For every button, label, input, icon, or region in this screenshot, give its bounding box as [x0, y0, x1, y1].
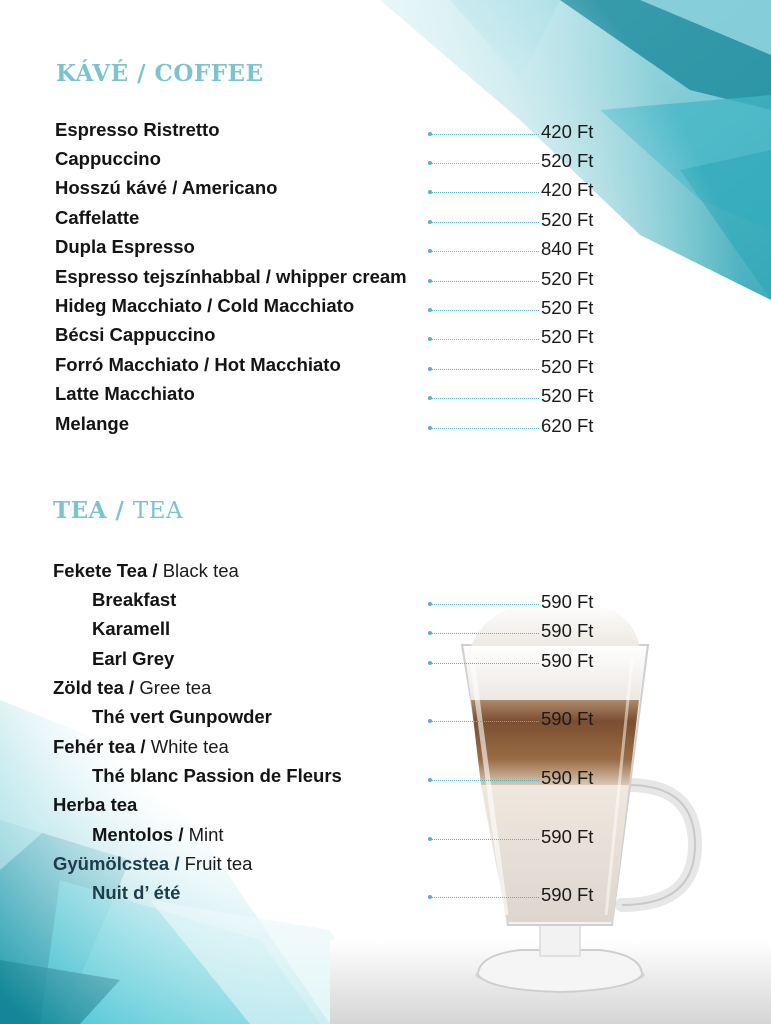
- item-name: Caffelatte: [55, 207, 140, 228]
- item-price: 520 Ft: [541, 209, 594, 230]
- item-name: [92, 824, 224, 846]
- item-price: 620 Ft: [541, 415, 594, 436]
- menu-item-row: [0, 383, 771, 412]
- item-name: Hosszú kávé / Americano: [55, 177, 278, 198]
- item-price: 590 Ft: [541, 826, 594, 847]
- dotted-leader: [431, 604, 539, 605]
- item-name: Hideg Macchiato / Cold Macchiato: [55, 295, 355, 316]
- item-name: Thé vert Gunpowder: [92, 706, 272, 727]
- group-name-hu: Zöld tea: [53, 677, 124, 698]
- menu-item-row: [0, 177, 771, 206]
- item-name: Melange: [55, 413, 130, 434]
- item-name: Latte Macchiato: [55, 383, 195, 404]
- item-name-hu: Mentolos: [92, 824, 174, 845]
- menu-item-row: [0, 324, 771, 353]
- dotted-leader: [431, 251, 539, 252]
- group-name-en: Gree tea: [139, 677, 212, 698]
- group-name-hu: Fekete Tea: [53, 560, 148, 581]
- group-name-hu: Gyümölcstea: [53, 853, 170, 874]
- item-name: Karamell: [92, 618, 171, 639]
- dotted-leader: [431, 134, 539, 135]
- tea-heading-main: TEA /: [53, 497, 125, 524]
- group-name-en: Black tea: [162, 560, 239, 581]
- group-name-en: Fruit tea: [184, 853, 253, 874]
- dotted-leader: [431, 428, 539, 429]
- tea-heading: [53, 497, 183, 524]
- item-name: Forró Macchiato / Hot Macchiato: [55, 354, 341, 375]
- menu-item-row: [0, 266, 771, 295]
- item-price: 590 Ft: [541, 767, 594, 788]
- dotted-leader: [431, 339, 539, 340]
- group-name-sep: /: [147, 560, 163, 581]
- menu-item-row: [0, 148, 771, 177]
- item-price: 590 Ft: [541, 884, 594, 905]
- menu-item-row: [0, 295, 771, 324]
- menu-item-row: [0, 618, 771, 647]
- dotted-leader: [431, 721, 539, 722]
- item-price: 520 Ft: [541, 326, 594, 347]
- menu-item-row: [0, 589, 771, 618]
- menu-item-row: [0, 236, 771, 265]
- item-name: Breakfast: [92, 589, 177, 610]
- group-name-sep: /: [169, 853, 185, 874]
- item-name-sep: /: [173, 824, 189, 845]
- item-price: 520 Ft: [541, 385, 594, 406]
- dotted-leader: [431, 192, 539, 193]
- item-price: 420 Ft: [541, 179, 594, 200]
- item-price: 590 Ft: [541, 620, 594, 641]
- tea-group-header: [0, 736, 771, 765]
- dotted-leader: [431, 310, 539, 311]
- tea-group-header: [0, 677, 771, 706]
- dotted-leader: [431, 839, 539, 840]
- item-name: Nuit d’ été: [92, 882, 181, 903]
- item-price: 420 Ft: [541, 121, 594, 142]
- dotted-leader: [431, 222, 539, 223]
- menu-item-row: [0, 119, 771, 148]
- item-price: 520 Ft: [541, 356, 594, 377]
- group-name: Herba tea: [53, 794, 138, 815]
- tea-group-header: [0, 794, 771, 823]
- tea-group-header: [0, 853, 771, 882]
- item-name: Espresso tejszínhabbal / whipper cream: [55, 266, 407, 287]
- item-name: Cappuccino: [55, 148, 161, 169]
- menu-item-row: [0, 354, 771, 383]
- menu-item-row: [0, 648, 771, 677]
- group-name: [53, 560, 239, 582]
- dotted-leader: [431, 780, 539, 781]
- item-price: 590 Ft: [541, 591, 594, 612]
- tea-heading-en: TEA: [132, 498, 184, 524]
- item-name: Thé blanc Passion de Fleurs: [92, 765, 342, 786]
- group-name: [53, 677, 211, 699]
- group-name-hu: Fehér tea: [53, 736, 136, 757]
- group-name-sep: /: [135, 736, 151, 757]
- item-name: Earl Grey: [92, 648, 175, 669]
- item-name-en: Mint: [188, 824, 224, 845]
- item-price: 520 Ft: [541, 297, 594, 318]
- group-name: [53, 853, 252, 875]
- item-price: 590 Ft: [541, 650, 594, 671]
- item-price: 520 Ft: [541, 268, 594, 289]
- group-name-sep: /: [123, 677, 140, 698]
- item-name: Espresso Ristretto: [55, 119, 220, 140]
- menu-item-row: [0, 882, 771, 911]
- item-price: 520 Ft: [541, 150, 594, 171]
- dotted-leader: [431, 663, 539, 664]
- menu-item-row: [0, 824, 771, 853]
- group-name: [53, 736, 229, 758]
- dotted-leader: [431, 633, 539, 634]
- dotted-leader: [431, 369, 539, 370]
- dotted-leader: [431, 281, 539, 282]
- item-price: 590 Ft: [541, 708, 594, 729]
- menu-item-row: [0, 207, 771, 236]
- item-name: Bécsi Cappuccino: [55, 324, 216, 345]
- menu-item-row: [0, 765, 771, 794]
- menu-item-row: [0, 706, 771, 735]
- item-price: 840 Ft: [541, 238, 594, 259]
- dotted-leader: [431, 398, 539, 399]
- coffee-heading: KÁVÉ / COFFEE: [56, 60, 264, 87]
- group-name-en: White tea: [150, 736, 229, 757]
- item-name: Dupla Espresso: [55, 236, 195, 257]
- dotted-leader: [431, 163, 539, 164]
- dotted-leader: [431, 897, 539, 898]
- menu-item-row: [0, 413, 771, 442]
- tea-group-header: [0, 560, 771, 589]
